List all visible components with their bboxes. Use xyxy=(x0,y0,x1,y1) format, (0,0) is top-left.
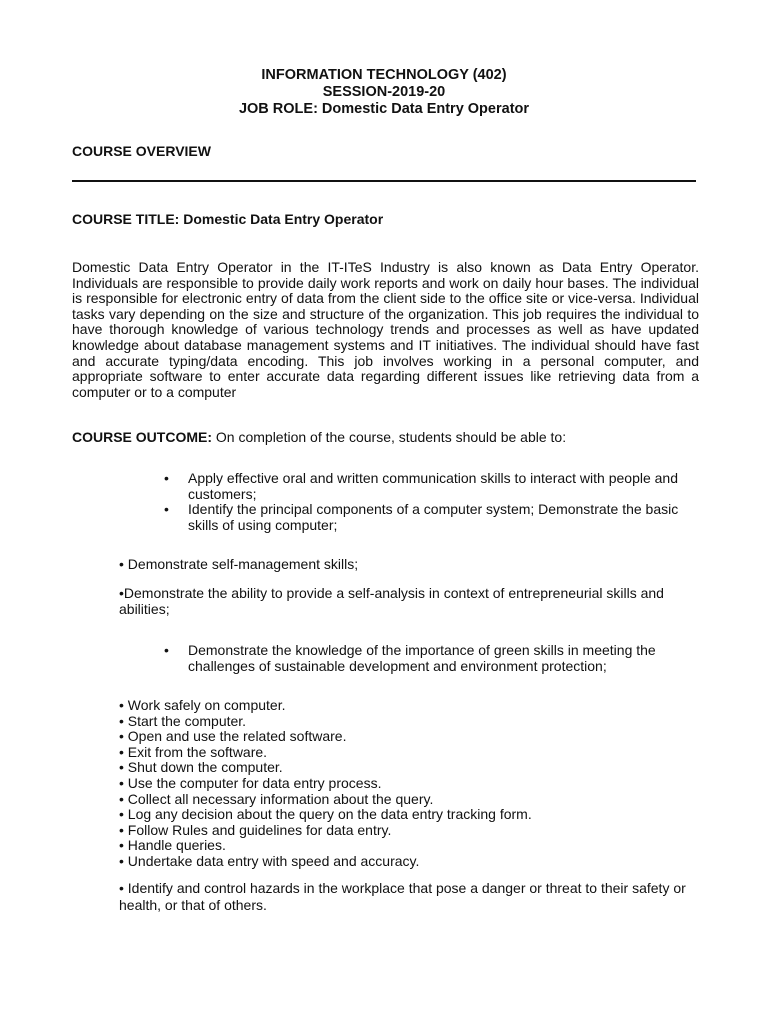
list-item: • Undertake data entry with speed and accuracy. xyxy=(119,852,420,869)
list-item: • Work safely on computer. xyxy=(119,697,286,713)
list-item: • Open and use the related software. xyxy=(119,728,347,745)
course-overview-heading: COURSE OVERVIEW xyxy=(72,143,211,159)
list-item: • Collect all necessary information about the query. xyxy=(119,790,434,807)
task-list xyxy=(119,698,719,870)
bullet-icon: • xyxy=(164,470,169,486)
session-line: SESSION-2019-20 xyxy=(322,84,446,100)
list-item: • Exit from the software. xyxy=(119,743,268,760)
course-outcome-text: On completion of the course, students should be able to: xyxy=(212,429,567,445)
hazards-item: • Identify and control hazards in the workplace that pose a danger or threat to their safety or health, or that of others. xyxy=(119,880,686,913)
bullet-icon: • xyxy=(164,642,169,658)
list-item: • Use the computer for data entry process. xyxy=(119,774,382,791)
job-role-line: JOB ROLE: Domestic Data Entry Operator xyxy=(238,101,530,117)
horizontal-divider xyxy=(72,180,696,182)
self-analysis-item: •Demonstrate the ability to provide a self-analysis in context of entrepreneurial skills and abilities; xyxy=(119,585,664,617)
list-item: Identify the principal components of a computer system; Demonstrate the basic skills of using computer; xyxy=(188,501,679,533)
list-item: Apply effective oral and written communication skills to interact with people and customers; xyxy=(188,470,678,502)
list-item: • Log any decision about the query on the data entry tracking form. xyxy=(119,806,532,823)
bullet-icon: • xyxy=(164,501,169,517)
list-item: • Start the computer. xyxy=(119,712,247,729)
course-outcome-label: COURSE OUTCOME: xyxy=(72,429,212,445)
course-outcome-line xyxy=(72,430,712,446)
green-skills-item: Demonstrate the knowledge of the importance of green skills in meeting the challenges of sustainable development and environment protection; xyxy=(188,642,656,674)
self-management-item: • Demonstrate self-management skills; xyxy=(119,556,359,572)
course-title-heading: COURSE TITLE: Domestic Data Entry Operator xyxy=(72,211,384,227)
list-item: • Shut down the computer. xyxy=(119,759,283,776)
doc-title: INFORMATION TECHNOLOGY (402) xyxy=(261,67,507,83)
course-description: Domestic Data Entry Operator in the IT-ITeS Industry is also known as Data Entry Operator. Individuals are responsible to provide daily work reports and work on daily hour bases. The individual is responsible for electronic entry of data from the client side to the office site or vice-versa. Individual tasks vary depending on the size and structure of the organization. This job requires the individual to have thorough knowledge of various technology trends and processes as well as have updated knowledge about database management systems and IT initiatives. The individual should have fast and accurate typing/data encoding. This job involves working in a personal computer, and appropriate software to enter accurate data regarding different issues like retrieving data from a computer or to a computer xyxy=(72,259,699,400)
list-item: • Follow Rules and guidelines for data entry. xyxy=(119,821,392,838)
list-item: • Handle queries. xyxy=(119,837,226,854)
